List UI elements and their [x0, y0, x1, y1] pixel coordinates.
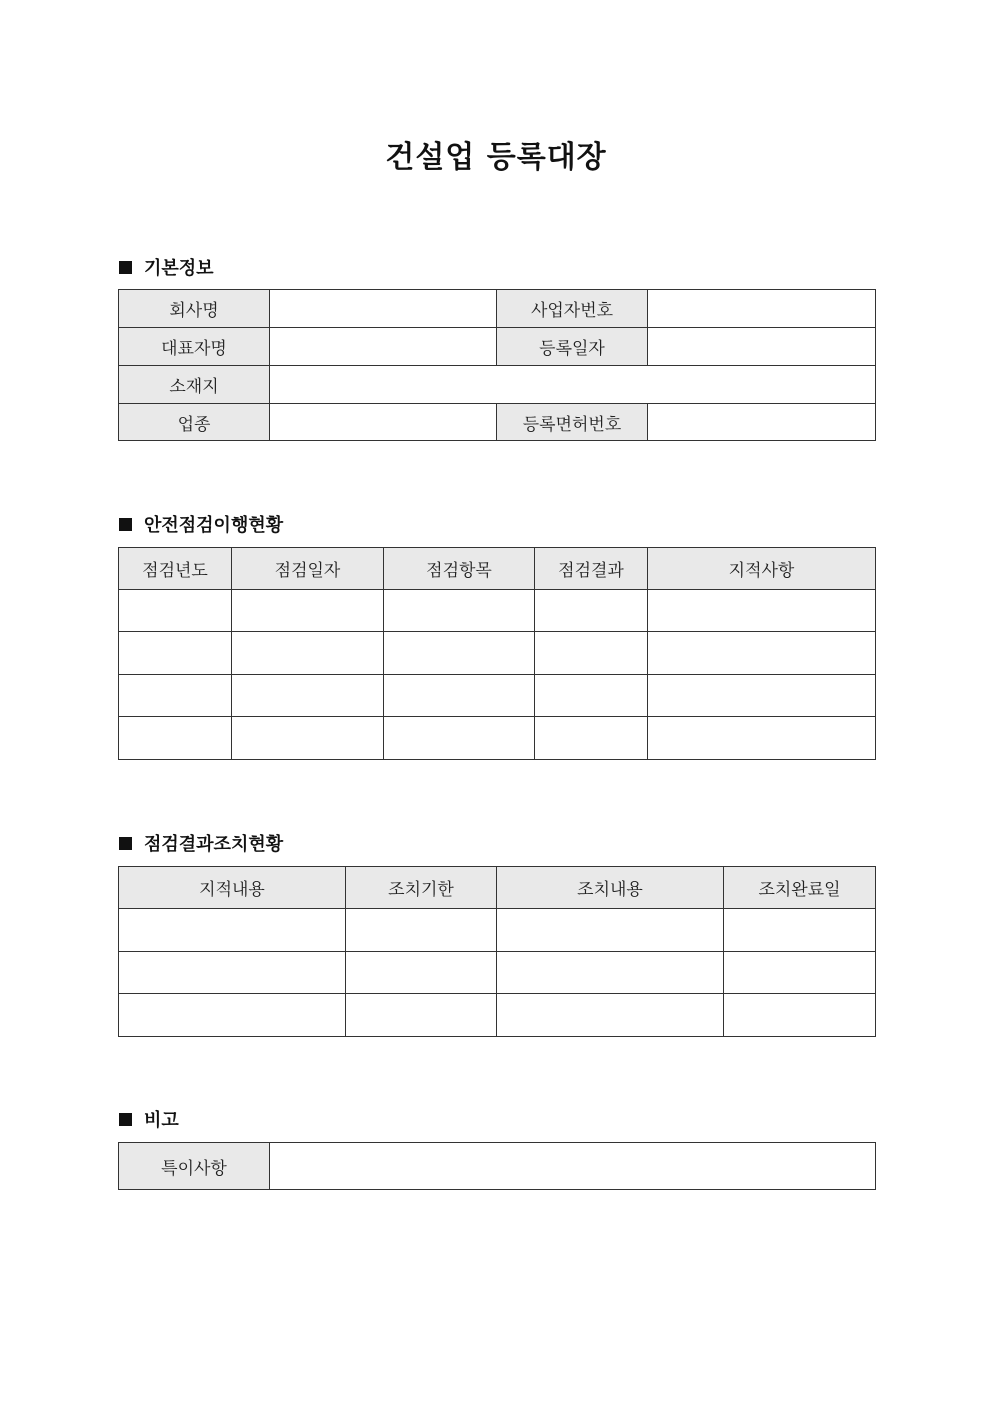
column-header: 점검년도 — [119, 548, 232, 590]
square-bullet-icon — [119, 837, 132, 850]
table-cell[interactable] — [724, 909, 876, 952]
section-heading-label: 기본정보 — [144, 258, 214, 279]
table-cell[interactable] — [535, 632, 648, 675]
action-table — [118, 866, 876, 1037]
table-cell[interactable] — [497, 994, 724, 1037]
table-row — [119, 404, 876, 441]
table-cell[interactable] — [497, 952, 724, 994]
square-bullet-icon — [119, 518, 132, 531]
table-row — [119, 994, 876, 1037]
table-row — [119, 632, 876, 675]
table-cell[interactable] — [724, 994, 876, 1037]
representative-field[interactable] — [270, 328, 497, 366]
company-name-field[interactable] — [270, 290, 497, 328]
inspection-table — [118, 547, 876, 760]
section-heading-label: 비고 — [144, 1110, 179, 1131]
table-cell[interactable] — [648, 632, 876, 675]
table-cell[interactable] — [384, 632, 535, 675]
label-representative: 대표자명 — [119, 328, 270, 366]
special-notes-field[interactable] — [270, 1143, 876, 1190]
label-address: 소재지 — [119, 366, 270, 404]
table-row — [119, 1143, 876, 1190]
table-cell[interactable] — [648, 590, 876, 632]
column-header: 지적사항 — [648, 548, 876, 590]
page-title: 건설업 등록대장 — [385, 140, 607, 175]
section-heading-remarks — [119, 1106, 179, 1132]
table-cell[interactable] — [346, 994, 497, 1037]
section-heading-inspection — [119, 511, 283, 537]
label-license-number: 등록면허번호 — [497, 404, 648, 441]
column-header: 점검일자 — [232, 548, 384, 590]
section-heading-label: 안전점검이행현황 — [144, 515, 284, 536]
label-company-name: 회사명 — [119, 290, 270, 328]
table-header-row — [119, 548, 876, 590]
table-cell[interactable] — [119, 952, 346, 994]
table-cell[interactable] — [497, 909, 724, 952]
table-cell[interactable] — [346, 909, 497, 952]
label-business-number: 사업자번호 — [497, 290, 648, 328]
table-row — [119, 590, 876, 632]
table-row — [119, 717, 876, 760]
table-cell[interactable] — [384, 675, 535, 717]
table-cell[interactable] — [384, 590, 535, 632]
table-row — [119, 675, 876, 717]
table-row — [119, 328, 876, 366]
column-header: 지적내용 — [119, 867, 346, 909]
square-bullet-icon — [119, 1113, 132, 1126]
column-header: 조치기한 — [346, 867, 497, 909]
section-heading-action — [119, 830, 283, 856]
license-number-field[interactable] — [648, 404, 876, 441]
table-cell[interactable] — [648, 675, 876, 717]
table-cell[interactable] — [648, 717, 876, 760]
table-cell[interactable] — [384, 717, 535, 760]
table-cell[interactable] — [724, 952, 876, 994]
table-cell[interactable] — [535, 717, 648, 760]
column-header: 조치완료일 — [724, 867, 876, 909]
table-row — [119, 952, 876, 994]
table-cell[interactable] — [535, 675, 648, 717]
table-row — [119, 290, 876, 328]
table-cell[interactable] — [119, 909, 346, 952]
table-row — [119, 366, 876, 404]
column-header: 점검항목 — [384, 548, 535, 590]
table-cell[interactable] — [232, 632, 384, 675]
column-header: 조치내용 — [497, 867, 724, 909]
table-cell[interactable] — [119, 675, 232, 717]
business-number-field[interactable] — [648, 290, 876, 328]
column-header: 점검결과 — [535, 548, 648, 590]
label-registration-date: 등록일자 — [497, 328, 648, 366]
table-row — [119, 909, 876, 952]
section-heading-basic — [119, 254, 214, 280]
table-cell[interactable] — [119, 994, 346, 1037]
square-bullet-icon — [119, 261, 132, 274]
basic-info-table — [118, 289, 876, 441]
table-cell[interactable] — [232, 590, 384, 632]
table-cell[interactable] — [232, 717, 384, 760]
remarks-table — [118, 1142, 876, 1190]
industry-field[interactable] — [270, 404, 497, 441]
table-cell[interactable] — [232, 675, 384, 717]
table-cell[interactable] — [346, 952, 497, 994]
section-heading-label: 점검결과조치현황 — [144, 834, 284, 855]
table-cell[interactable] — [119, 632, 232, 675]
table-cell[interactable] — [119, 717, 232, 760]
address-field[interactable] — [270, 366, 876, 404]
label-industry: 업종 — [119, 404, 270, 441]
table-header-row — [119, 867, 876, 909]
table-cell[interactable] — [535, 590, 648, 632]
table-cell[interactable] — [119, 590, 232, 632]
registration-date-field[interactable] — [648, 328, 876, 366]
label-special-notes: 특이사항 — [119, 1143, 270, 1190]
